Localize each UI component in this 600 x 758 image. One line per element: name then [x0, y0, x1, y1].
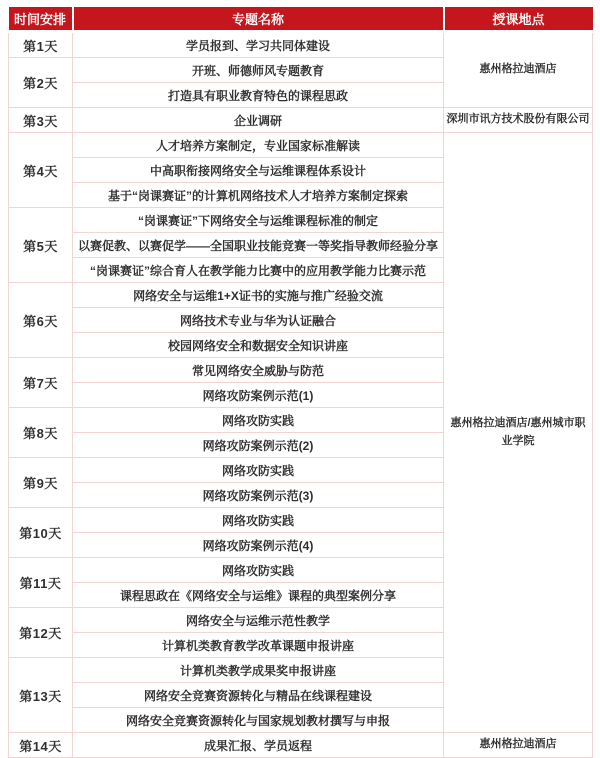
location-cell: 惠州格拉迪酒店 [444, 733, 593, 758]
day-cell: 第13天 [9, 658, 73, 733]
day-cell: 第14天 [9, 733, 73, 758]
day-cell: 第6天 [9, 283, 73, 358]
topic-cell: 基于“岗课赛证”的计算机网络技术人才培养方案制定探索 [73, 183, 444, 208]
topic-cell: 网络安全竞赛资源转化与国家规划教材撰写与申报 [73, 708, 444, 733]
day-cell: 第2天 [9, 58, 73, 108]
topic-cell: 网络安全竞赛资源转化与精品在线课程建设 [73, 683, 444, 708]
day-cell: 第3天 [9, 108, 73, 133]
schedule-row [9, 733, 593, 758]
topic-cell: 网络攻防实践 [73, 458, 444, 483]
day-cell: 第10天 [9, 508, 73, 558]
topic-cell: 以赛促教、以赛促学——全国职业技能竞赛一等奖指导教师经验分享 [73, 233, 444, 258]
topic-cell: 企业调研 [73, 108, 444, 133]
day-cell: 第1天 [9, 32, 73, 58]
topic-cell: 人才培养方案制定，专业国家标准解读 [73, 133, 444, 158]
topic-cell: 网络技术专业与华为认证融合 [73, 308, 444, 333]
day-cell: 第9天 [9, 458, 73, 508]
location-cell: 惠州格拉迪酒店 [444, 32, 593, 108]
topic-cell: 网络安全与运维示范性教学 [73, 608, 444, 633]
topic-cell: “岗课赛证”下网络安全与运维课程标准的制定 [73, 208, 444, 233]
topic-cell: 网络攻防实践 [73, 508, 444, 533]
schedule-row [9, 108, 593, 133]
topic-cell: 开班、师德师风专题教育 [73, 58, 444, 83]
topic-cell: 打造具有职业教育特色的课程思政 [73, 83, 444, 108]
topic-cell: 学员报到、学习共同体建设 [73, 32, 444, 58]
day-cell: 第8天 [9, 408, 73, 458]
topic-cell: 计算机类教学成果奖申报讲座 [73, 658, 444, 683]
topic-cell: 网络安全与运维1+X证书的实施与推广经验交流 [73, 283, 444, 308]
header-row [9, 7, 593, 32]
training-schedule-table [8, 7, 593, 758]
topic-cell: 网络攻防实践 [73, 408, 444, 433]
location-cell: 惠州格拉迪酒店/惠州城市职业学院 [444, 133, 593, 733]
day-cell: 第7天 [9, 358, 73, 408]
topic-cell: 校园网络安全和数据安全知识讲座 [73, 333, 444, 358]
topic-cell: “岗课赛证”综合育人在教学能力比赛中的应用教学能力比赛示范 [73, 258, 444, 283]
topic-cell: 网络攻防案例示范(4) [73, 533, 444, 558]
topic-cell: 网络攻防案例示范(2) [73, 433, 444, 458]
topic-cell: 计算机类教育教学改革课题申报讲座 [73, 633, 444, 658]
schedule-body [9, 32, 593, 758]
day-cell: 第4天 [9, 133, 73, 208]
table-header [9, 7, 593, 32]
day-cell: 第11天 [9, 558, 73, 608]
day-cell: 第12天 [9, 608, 73, 658]
header-col-topic: 专题名称 [73, 7, 444, 32]
schedule-row [9, 32, 593, 58]
header-col-location: 授课地点 [444, 7, 593, 32]
topic-cell: 中高职衔接网络安全与运维课程体系设计 [73, 158, 444, 183]
day-cell: 第5天 [9, 208, 73, 283]
header-col-time: 时间安排 [9, 7, 73, 32]
location-cell: 深圳市讯方技术股份有限公司 [444, 108, 593, 133]
schedule-row [9, 133, 593, 158]
topic-cell: 常见网络安全威胁与防范 [73, 358, 444, 383]
topic-cell: 网络攻防实践 [73, 558, 444, 583]
topic-cell: 课程思政在《网络安全与运维》课程的典型案例分享 [73, 583, 444, 608]
topic-cell: 成果汇报、学员返程 [73, 733, 444, 758]
topic-cell: 网络攻防案例示范(3) [73, 483, 444, 508]
topic-cell: 网络攻防案例示范(1) [73, 383, 444, 408]
